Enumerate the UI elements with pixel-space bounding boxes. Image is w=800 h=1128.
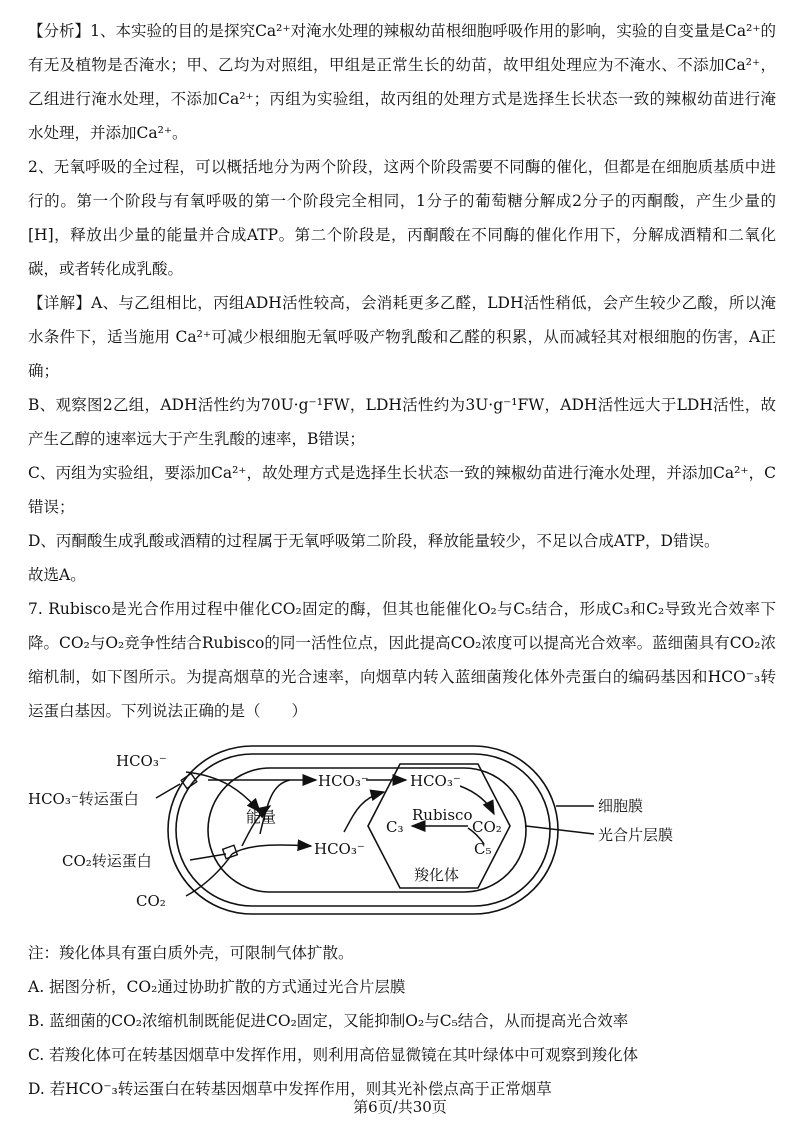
- detail-option-c: C、丙组为实验组，要添加Ca²⁺，故处理方式是选择生长状态一致的辣椒幼苗进行淹水处理，并添加Ca²⁺，C错误；: [28, 464, 776, 516]
- pointer-hco3-transporter: [156, 784, 180, 798]
- label-c5: C₅: [474, 840, 492, 858]
- pointer-thylakoid: [526, 826, 594, 834]
- label-cell-membrane: 细胞膜: [598, 797, 644, 815]
- analysis-point-1: 1、本实验的目的是探究Ca²⁺对淹水处理的辣椒幼苗根细胞呼吸作用的影响，实验的自变量是Ca²⁺的有无及植物是否淹水；甲、乙均为对照组，甲组是正常生长的幼苗，故甲组处理应为不淹水、不添加Ca²⁺，乙组进行淹水处理，不添加Ca²⁺；丙组为实验组，故丙组的处理方式是选择生长状态一致的辣椒幼苗进行淹水处理，并添加Ca²⁺。: [28, 22, 776, 142]
- diagram-svg: [28, 734, 776, 934]
- label-hco3-transporter: HCO₃⁻转运蛋白: [28, 790, 139, 808]
- label-hco3-carboxysome: HCO₃⁻: [410, 772, 461, 790]
- label-hco3-mid-bottom: HCO₃⁻: [314, 840, 365, 858]
- co2-concentration-diagram: [28, 734, 776, 934]
- detail-option-a: A、与乙组相比，丙组ADH活性较高，会消耗更多乙醛，LDH活性稍低，会产生较少乙酸，所以淹水条件下，适当施用 Ca²⁺可减少根细胞无氧呼吸产物乳酸和乙醛的积累，从而减轻其对根细胞的伤害，A正确；: [28, 294, 776, 380]
- label-co2-transporter: CO₂转运蛋白: [62, 852, 152, 870]
- analysis-paragraph-2: 2、无氧呼吸的全过程，可以概括地分为两个阶段，这两个阶段需要不同酶的催化，但都是在细胞质基质中进行的。第一个阶段与有氧呼吸的第一个阶段完全相同，1分子的葡萄糖分解成2分子的丙酮酸，产生少量的[H]，释放出少量的能量并合成ATP。第二个阶段是，丙酮酸在不同酶的催化作用下，分解成酒精和二氧化碳，或者转化成乳酸。: [28, 158, 776, 278]
- label-co2-inside: CO₂: [472, 818, 502, 836]
- arrow-co2-to-hco3: [232, 845, 311, 854]
- label-co2-outside: CO₂: [136, 892, 166, 910]
- label-thylakoid-membrane: 光合片层膜: [598, 826, 674, 844]
- label-rubisco: Rubisco: [412, 806, 473, 824]
- detail-option-d: D、丙酮酸生成乳酸或酒精的过程属于无氧呼吸第二阶段，释放能量较少，不足以合成ATP，D错误。: [28, 532, 720, 550]
- question-7-option-c: C. 若羧化体可在转基因烟草中发挥作用，则利用高倍显微镜在其叶绿体中可观察到羧化体: [28, 1046, 639, 1064]
- question-7-option-b: B. 蓝细菌的CO₂浓缩机制既能促进CO₂固定，又能抑制O₂与C₅结合，从而提高光合效率: [28, 1012, 629, 1030]
- detail-paragraph-a: [28, 286, 776, 388]
- question-7-option-d: D. 若HCO⁻₃转运蛋白在转基因烟草中发挥作用，则其光补偿点高于正常烟草: [28, 1080, 552, 1098]
- pointer-co2-transporter: [190, 854, 226, 860]
- detail-option-b: B、观察图2乙组，ADH活性约为70U·g⁻¹FW，LDH活性约为3U·g⁻¹FW，ADH活性远大于LDH活性，故产生乙醇的速率远大于产生乳酸的速率，B错误；: [28, 396, 776, 448]
- arrow-hco3-to-carboxysome: [344, 792, 384, 832]
- detail-answer: 故选A。: [28, 566, 86, 584]
- page-number: 第6页/共30页: [353, 1098, 447, 1116]
- label-carboxysome: 羧化体: [414, 866, 460, 884]
- label-hco3-mid-top: HCO₃⁻: [318, 772, 369, 790]
- figure-note: 注：羧化体具有蛋白质外壳，可限制气体扩散。: [28, 944, 354, 962]
- analysis-heading: 【分析】: [28, 22, 91, 40]
- question-7-stem: 7. Rubisco是光合作用过程中催化CO₂固定的酶，但其也能催化O₂与C₅结合，形成C₃和C₂导致光合效率下降。CO₂与O₂竞争性结合Rubisco的同一活性位点，因此提高CO₂浓度可以提高光合效率。蓝细菌具有CO₂浓缩机制，如下图所示。为提高烟草的光合速率，向烟草内转入蓝细菌羧化体外壳蛋白的编码基因和HCO⁻₃转运蛋白基因。下列说法正确的是（ ）: [28, 600, 776, 720]
- question-7-option-a: A. 据图分析，CO₂通过协助扩散的方式通过光合片层膜: [28, 978, 406, 996]
- label-hco3-outside: HCO₃⁻: [116, 752, 167, 770]
- label-energy: 能量: [246, 808, 277, 826]
- analysis-paragraph-1: [28, 14, 776, 150]
- detail-heading: 【详解】: [28, 294, 92, 312]
- label-c3: C₃: [386, 818, 404, 836]
- page-content: [28, 14, 776, 1106]
